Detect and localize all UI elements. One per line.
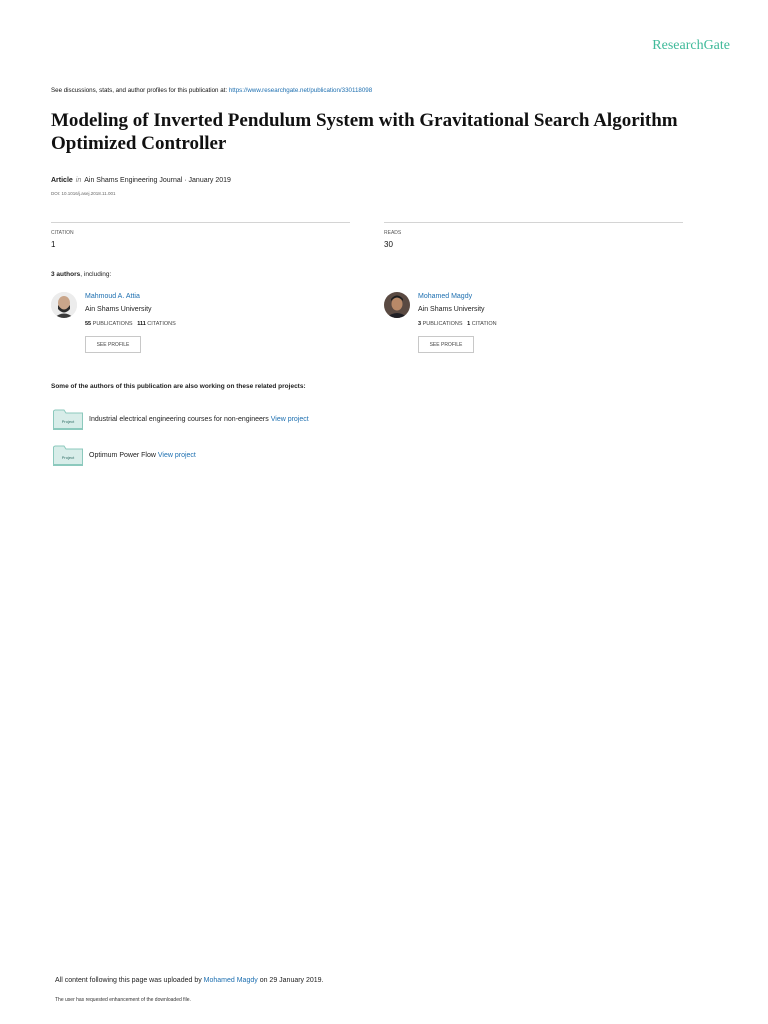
author-name-link[interactable]: Mohamed Magdy	[418, 293, 473, 300]
folder-label: Project	[61, 455, 75, 460]
related-projects-heading: Some of the authors of this publication are also working on these related projects:	[51, 383, 306, 390]
author-stats	[418, 321, 497, 327]
project-title: Optimum Power Flow	[89, 452, 158, 459]
avatar-photo-icon	[384, 292, 410, 318]
authors-count: 3 authors	[51, 271, 81, 278]
discussions-notice	[51, 87, 372, 94]
reads-label: READS	[384, 230, 402, 236]
publications-label: PUBLICATIONS	[422, 321, 463, 327]
enhancement-note: The user has requested enhancement of the downloaded file.	[55, 997, 191, 1003]
publication-meta	[51, 177, 231, 184]
author-name-link[interactable]: Mahmoud A. Attia	[85, 293, 140, 300]
see-profile-button[interactable]: SEE PROFILE	[85, 336, 141, 353]
reads-count: 30	[384, 240, 393, 249]
publication-type: Article	[51, 177, 73, 184]
project-folder-icon	[53, 444, 83, 466]
citations-count: 1	[467, 321, 471, 327]
divider-right	[384, 222, 683, 223]
author-avatar[interactable]	[51, 292, 77, 318]
in-word: in	[75, 177, 82, 184]
project-item	[89, 416, 309, 423]
publications-label: PUBLICATIONS	[92, 321, 133, 327]
citations-count: 111	[137, 321, 146, 327]
uploaded-suffix: on 29 January 2019.	[257, 977, 324, 984]
citation-label: CITATION	[51, 230, 74, 236]
authors-suffix: , including:	[80, 271, 112, 278]
author-institution: Ain Shams University	[418, 306, 485, 313]
citations-label: CITATION	[471, 321, 497, 327]
citation-count: 1	[51, 240, 56, 249]
view-project-link[interactable]: View project	[270, 416, 309, 423]
divider-left	[51, 222, 350, 223]
author-avatar[interactable]	[384, 292, 410, 318]
upload-notice	[55, 977, 324, 984]
researchgate-logo[interactable]: ResearchGate	[652, 38, 730, 53]
uploaded-prefix: All content following this page was uploaded by	[55, 977, 204, 984]
publication-title: Modeling of Inverted Pendulum System with Gravitational Search Algorithm Optimized Controller	[51, 110, 678, 154]
citations-label: CITATIONS	[147, 321, 176, 327]
view-project-link[interactable]: View project	[157, 452, 196, 459]
authors-heading	[51, 271, 111, 278]
see-profile-button[interactable]: SEE PROFILE	[418, 336, 474, 353]
publications-count: 55	[85, 321, 92, 327]
publication-url-link[interactable]: https://www.researchgate.net/publication/330118098	[228, 87, 373, 94]
author-stats	[85, 321, 176, 327]
publications-count: 3	[418, 321, 422, 327]
uploader-link[interactable]: Mohamed Magdy	[203, 977, 258, 984]
project-title: Industrial electrical engineering courses for non-engineers	[89, 416, 271, 423]
folder-label: Project	[61, 419, 75, 424]
discussions-text: See discussions, stats, and author profiles for this publication at:	[51, 87, 229, 94]
project-folder-icon	[53, 408, 83, 430]
author-institution: Ain Shams University	[85, 306, 152, 313]
avatar-photo-icon	[51, 292, 77, 318]
project-item	[89, 452, 196, 459]
doi-text: DOI: 10.1016/j.asej.2018.11.001	[51, 191, 116, 196]
venue-date: Ain Shams Engineering Journal · January 2019	[84, 177, 231, 184]
